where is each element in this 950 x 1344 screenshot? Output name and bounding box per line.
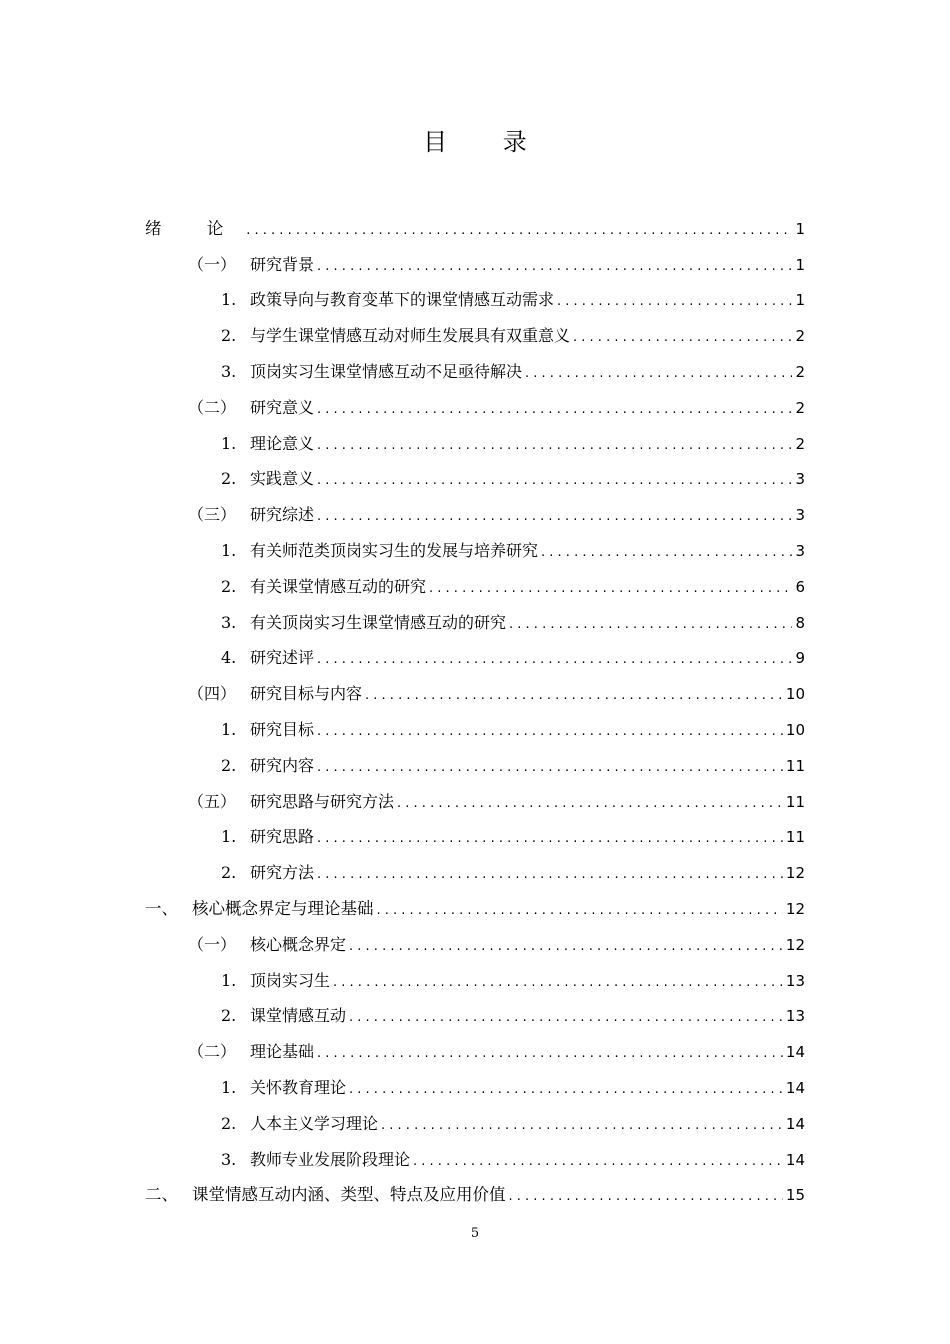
page-title: 目 录 xyxy=(423,128,551,156)
toc-entry-page-number: 14 xyxy=(785,1043,805,1062)
toc-entry-label: 核心概念界定与理论基础 xyxy=(192,899,374,919)
dot-leader xyxy=(349,1007,783,1029)
toc-entry[interactable] xyxy=(0,1142,950,1178)
dot-leader xyxy=(317,721,783,743)
toc-entry-label: 有关课堂情感互动的研究 xyxy=(250,576,427,596)
toc-entry-page-number: 1 xyxy=(795,255,805,274)
dot-leader xyxy=(365,685,783,707)
dot-leader xyxy=(317,506,792,528)
toc-entry-number: （一） xyxy=(188,934,237,954)
toc-entry-label: 理论意义 xyxy=(250,433,315,453)
toc-entry[interactable] xyxy=(0,712,950,748)
toc-entry-label: 研究思路与研究方法 xyxy=(250,791,395,811)
dot-leader xyxy=(377,900,783,922)
toc-entry-label: 顶岗实习生 xyxy=(250,970,331,990)
toc-entry[interactable] xyxy=(0,1178,950,1214)
toc-entry-number: 2. xyxy=(221,326,237,346)
toc-entry-number: 2. xyxy=(221,755,237,775)
dot-leader xyxy=(317,1043,783,1065)
toc-entry[interactable] xyxy=(0,354,950,390)
toc-entry-number: 1. xyxy=(221,827,237,847)
toc-entry-label: 理论基础 xyxy=(250,1042,315,1062)
toc-entry-label: 课堂情感互动内涵、类型、特点及应用价值 xyxy=(192,1185,506,1205)
dot-leader xyxy=(349,1079,783,1101)
toc-entry[interactable] xyxy=(0,318,950,354)
toc-entry-page-number: 6 xyxy=(795,577,805,596)
page-number-footer: 5 xyxy=(470,1226,480,1241)
toc-entry-page-number: 2 xyxy=(795,398,805,417)
toc-entry[interactable] xyxy=(0,820,950,856)
toc-entry[interactable] xyxy=(0,927,950,963)
toc-entry-page-number: 12 xyxy=(785,900,805,919)
toc-entry[interactable] xyxy=(0,676,950,712)
toc-entry[interactable] xyxy=(0,963,950,999)
toc-entry[interactable] xyxy=(0,1070,950,1106)
toc-entry-label: 政策导向与教育变革下的课堂情感互动需求 xyxy=(250,290,555,310)
toc-entry-page-number: 3 xyxy=(795,506,805,525)
dot-leader xyxy=(573,327,792,349)
toc-entry-number: 2. xyxy=(221,1006,237,1026)
toc-entry[interactable] xyxy=(0,390,950,426)
toc-entry-label: 研究目标 xyxy=(250,720,315,740)
toc-entry-page-number: 3 xyxy=(795,542,805,561)
toc-entry-label: 与学生课堂情感互动对师生发展具有双重意义 xyxy=(250,326,571,346)
dot-leader xyxy=(509,614,792,636)
toc-entry[interactable] xyxy=(0,569,950,605)
dot-leader xyxy=(317,470,792,492)
toc-entry-page-number: 11 xyxy=(785,792,805,811)
toc-entry-number: 1. xyxy=(221,970,237,990)
toc-entry-label: 研究综述 xyxy=(250,505,315,525)
table-of-contents xyxy=(0,211,950,1213)
toc-entry-page-number: 14 xyxy=(785,1114,805,1133)
toc-entry[interactable] xyxy=(0,748,950,784)
toc-entry-label: 研究思路 xyxy=(250,827,315,847)
dot-leader xyxy=(525,363,792,385)
dot-leader xyxy=(541,542,792,564)
dot-leader xyxy=(413,1151,783,1173)
toc-entry-number: 1. xyxy=(221,290,237,310)
toc-entry-number: 2. xyxy=(221,576,237,596)
toc-entry-number: 1. xyxy=(221,541,237,561)
dot-leader xyxy=(317,757,783,779)
dot-leader xyxy=(381,1115,783,1137)
toc-entry-label: 关怀教育理论 xyxy=(250,1078,347,1098)
dot-leader xyxy=(317,256,792,278)
toc-entry-number: （二） xyxy=(188,397,237,417)
dot-leader xyxy=(317,435,792,457)
toc-entry-page-number: 9 xyxy=(795,649,805,668)
toc-entry-page-number: 11 xyxy=(785,828,805,847)
dot-leader xyxy=(557,291,792,313)
dot-leader xyxy=(317,649,792,671)
toc-entry[interactable] xyxy=(0,462,950,498)
toc-entry-number: 2. xyxy=(221,1113,237,1133)
toc-entry-label: 教师专业发展阶段理论 xyxy=(250,1149,411,1169)
toc-entry-number: （二） xyxy=(188,1042,237,1062)
toc-entry-page-number: 13 xyxy=(785,971,805,990)
toc-entry-page-number: 8 xyxy=(795,613,805,632)
toc-entry-page-number: 1 xyxy=(795,219,805,238)
toc-entry-page-number: 12 xyxy=(785,864,805,883)
toc-entry-label: 研究背景 xyxy=(250,254,315,274)
dot-leader xyxy=(317,864,783,886)
toc-entry-number: 1. xyxy=(221,433,237,453)
toc-entry-label: 顶岗实习生课堂情感互动不足亟待解决 xyxy=(250,362,523,382)
toc-entry[interactable] xyxy=(0,999,950,1035)
toc-entry-label: 研究内容 xyxy=(250,755,315,775)
toc-entry-label: 实践意义 xyxy=(250,469,315,489)
toc-entry-number: 一、 xyxy=(145,899,178,919)
toc-entry[interactable] xyxy=(0,855,950,891)
dot-leader xyxy=(317,399,792,421)
dot-leader xyxy=(509,1186,783,1208)
toc-entry[interactable] xyxy=(0,605,950,641)
toc-entry-label: 绪 论 xyxy=(145,218,244,238)
toc-entry-page-number: 2 xyxy=(795,434,805,453)
toc-entry-number: 3. xyxy=(221,612,237,632)
toc-entry-page-number: 14 xyxy=(785,1150,805,1169)
toc-entry-page-number: 2 xyxy=(795,363,805,382)
toc-entry[interactable] xyxy=(0,426,950,462)
toc-entry-label: 研究目标与内容 xyxy=(250,684,363,704)
toc-entry[interactable] xyxy=(0,891,950,927)
toc-entry-label: 人本主义学习理论 xyxy=(250,1113,379,1133)
toc-entry-number: （五） xyxy=(188,791,237,811)
toc-entry-label: 核心概念界定 xyxy=(250,934,347,954)
toc-entry[interactable] xyxy=(0,533,950,569)
toc-entry[interactable] xyxy=(0,784,950,820)
toc-entry[interactable] xyxy=(0,497,950,533)
toc-entry[interactable] xyxy=(0,211,950,247)
toc-entry[interactable] xyxy=(0,247,950,283)
toc-entry-number: 2. xyxy=(221,863,237,883)
toc-entry-number: 3. xyxy=(221,1149,237,1169)
toc-entry-number: 4. xyxy=(221,648,237,668)
dot-leader xyxy=(333,972,783,994)
toc-entry[interactable] xyxy=(0,1034,950,1070)
toc-entry-label: 研究方法 xyxy=(250,863,315,883)
toc-entry-page-number: 3 xyxy=(795,470,805,489)
dot-leader xyxy=(429,578,792,600)
toc-entry-number: 2. xyxy=(221,469,237,489)
toc-entry-number: （三） xyxy=(188,505,237,525)
toc-entry-page-number: 10 xyxy=(785,685,805,704)
toc-entry-number: 1. xyxy=(221,1078,237,1098)
toc-entry-number: 3. xyxy=(221,362,237,382)
toc-entry[interactable] xyxy=(0,641,950,677)
toc-entry-page-number: 10 xyxy=(785,721,805,740)
toc-entry-page-number: 2 xyxy=(795,327,805,346)
toc-entry-label: 研究述评 xyxy=(250,648,315,668)
dot-leader xyxy=(349,936,783,958)
toc-entry-label: 课堂情感互动 xyxy=(250,1006,347,1026)
toc-entry-page-number: 15 xyxy=(785,1186,805,1205)
toc-entry-page-number: 13 xyxy=(785,1007,805,1026)
toc-entry-number: （一） xyxy=(188,254,237,274)
toc-entry[interactable] xyxy=(0,283,950,319)
dot-leader xyxy=(317,828,783,850)
toc-entry[interactable] xyxy=(0,1106,950,1142)
toc-entry-page-number: 12 xyxy=(785,935,805,954)
dot-leader xyxy=(246,220,792,242)
toc-entry-number: 二、 xyxy=(145,1185,178,1205)
toc-entry-page-number: 1 xyxy=(795,291,805,310)
dot-leader xyxy=(397,793,783,815)
toc-entry-page-number: 14 xyxy=(785,1079,805,1098)
toc-entry-page-number: 11 xyxy=(785,756,805,775)
toc-entry-label: 研究意义 xyxy=(250,397,315,417)
toc-entry-label: 有关师范类顶岗实习生的发展与培养研究 xyxy=(250,541,539,561)
toc-entry-label: 有关顶岗实习生课堂情感互动的研究 xyxy=(250,612,507,632)
toc-entry-number: 1. xyxy=(221,720,237,740)
toc-entry-number: （四） xyxy=(188,684,237,704)
